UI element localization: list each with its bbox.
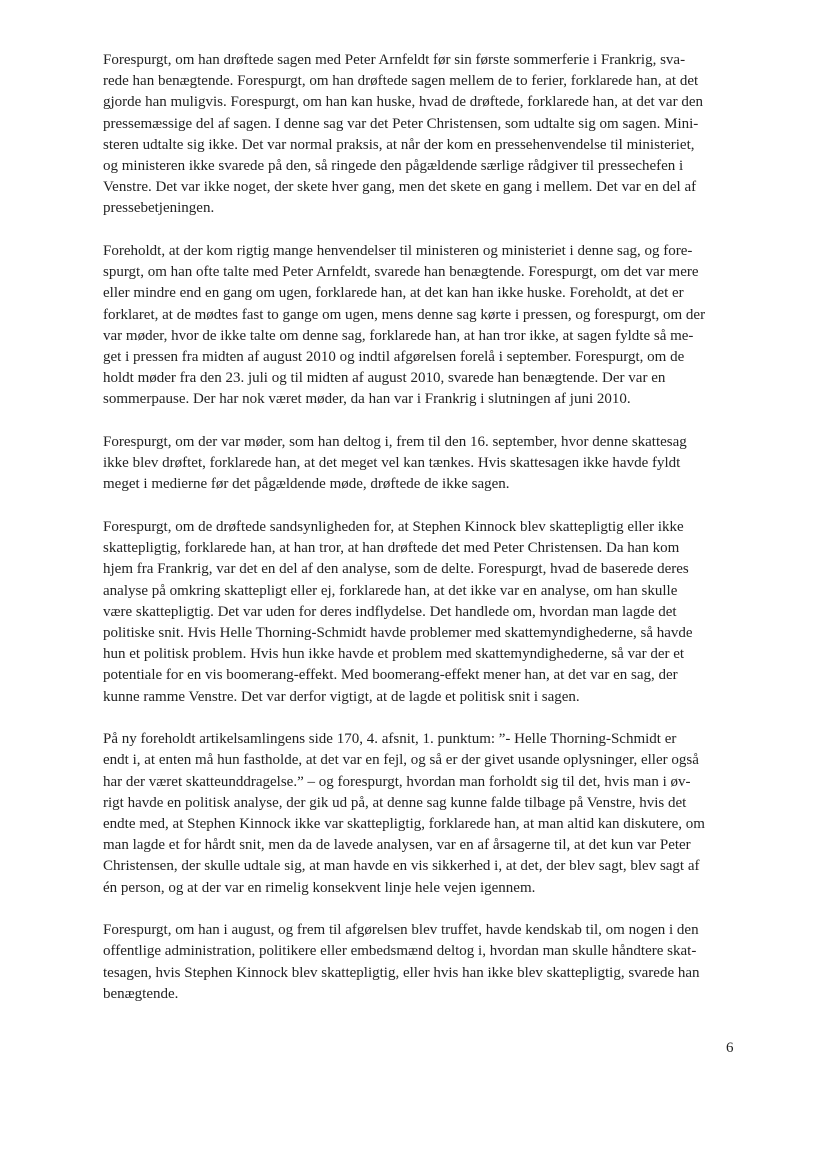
paragraph (103, 50, 738, 220)
paragraph (103, 517, 738, 708)
text-line: meget i medierne før det pågældende møde, drøftede de ikke sagen. (103, 476, 510, 493)
text-line: kunne ramme Venstre. Det var derfor vigtigt, at de lagde et politisk snit i sagen. (103, 688, 580, 705)
text-line: holdt møder fra den 23. juli og til midten af august 2010, svarede han benægtende. Der var en (103, 370, 666, 387)
text-line: potentiale for en vis boomerang-effekt. Med boomerang-effekt mener han, at det var en sag, der (103, 667, 678, 684)
document-body (103, 50, 738, 1026)
text-line: gjorde han muligvis. Forespurgt, om han kan huske, hvad de drøftede, forklarede han, at det var den (103, 94, 703, 111)
text-line: være skattepligtig. Det var uden for deres indflydelse. Det handlede om, hvordan man lagde det (103, 603, 677, 620)
text-line: endte med, at Stephen Kinnock ikke var skattepligtig, forklarede han, at man altid kan diskutere, om (103, 816, 705, 833)
text-line: Forespurgt, om de drøftede sandsynligheden for, at Stephen Kinnock blev skattepligtig eller ikke (103, 519, 684, 536)
text-line: har der været skatteunddragelse.” – og forespurgt, hvordan man forholdt sig til det, hvis man i øv- (103, 773, 691, 790)
text-line: skattepligtig, forklarede han, at han tror, at han drøftede det med Peter Christensen. Da han kom (103, 540, 680, 557)
text-line: endt i, at enten må hun fastholde, at det var en fejl, og så er der givet usande oplysninger, eller også (103, 752, 699, 769)
text-line: eller mindre end en gang om ugen, forklarede han, at det kan han ikke huske. Foreholdt, at det er (103, 285, 684, 302)
text-line: tesagen, hvis Stephen Kinnock blev skattepligtig, eller hvis han ikke blev skattepligtig, svarede han (103, 964, 700, 981)
text-line: Forespurgt, om der var møder, som han deltog i, frem til den 16. september, hvor denne skattesag (103, 434, 687, 451)
text-line: offentlige administration, politikere eller embedsmænd deltog i, hvordan man skulle håndtere skat- (103, 943, 697, 960)
text-line: og ministeren ikke svarede på den, så ringede den pågældende særlige rådgiver til pressechefen i (103, 158, 684, 175)
text-line: politiske snit. Hvis Helle Thorning-Schmidt havde problemer med skattemyndighederne, så havde (103, 625, 693, 642)
text-line: Forespurgt, om han i august, og frem til afgørelsen blev truffet, havde kendskab til, om nogen i den (103, 922, 699, 939)
text-line: På ny foreholdt artikelsamlingens side 170, 4. afsnit, 1. punktum: ”- Helle Thorning-Schmidt er (103, 731, 677, 748)
text-line: rede han benægtende. Forespurgt, om han drøftede sagen mellem de to ferier, forklarede han, at det (103, 73, 699, 90)
text-line: sommerpause. Der har nok været møder, da han var i Frankrig i slutningen af juni 2010. (103, 391, 631, 408)
text-line: Christensen, der skulle udtale sig, at man havde en vis sikkerhed i, at det, der blev sagt, blev sagt af (103, 858, 700, 875)
text-line: Forespurgt, om han drøftede sagen med Peter Arnfeldt før sin første sommerferie i Frankrig, sva- (103, 52, 686, 68)
paragraph (103, 432, 738, 496)
text-line: get i pressen fra midten af august 2010 og indtil afgørelsen forelå i september. Forespurgt, om de (103, 349, 685, 366)
paragraph (103, 241, 738, 411)
text-line: rigt havde en politisk analyse, der gik ud på, at denne sag kunne falde tilbage på Venstre, hvis det (103, 794, 687, 811)
text-line: benægtende. (103, 985, 179, 1002)
text-line: steren udtalte sig ikke. Det var normal praksis, at når der kom en pressehenvendelse til ministeriet, (103, 136, 695, 153)
text-line: Foreholdt, at der kom rigtig mange henvendelser til ministeren og ministeriet i denne sag, og fore- (103, 243, 693, 260)
text-line: hun et politisk problem. Hvis hun ikke havde et problem med skattemyndighederne, så var der et (103, 646, 685, 663)
text-line: spurgt, om han ofte talte med Peter Arnfeldt, svarede han benægtende. Forespurgt, om det var mere (103, 264, 699, 281)
text-line: Venstre. Det var ikke noget, der skete hver gang, men det skete en gang i mellem. Det var en del af (103, 179, 697, 196)
text-line: ikke blev drøftet, forklarede han, at det meget vel kan tænkes. Hvis skattesagen ikke havde fyldt (103, 455, 681, 472)
text-line: analyse på omkring skattepligt eller ej, forklarede han, at det ikke var en analyse, om han skulle (103, 582, 678, 599)
page-number: 6 (726, 1040, 734, 1056)
text-line: man lagde et for hårdt snit, men da de lavede analysen, var en af årsagerne til, at det kun var Peter (103, 837, 691, 854)
text-line: forklaret, at de mødtes fast to gange om ugen, mens denne sag kørte i pressen, og forespurgt, om der (103, 306, 706, 323)
text-line: var møder, hvor de ikke talte om denne sag, forklarede han, at han tror ikke, at sagen fyldte så me- (103, 327, 694, 344)
text-line: pressemæssige del af sagen. I denne sag var det Peter Christensen, som udtalte sig om sagen. Mini- (103, 115, 699, 132)
paragraph (103, 729, 738, 899)
paragraph (103, 920, 738, 1005)
text-line: hjem fra Frankrig, var det en del af den analyse, som de delte. Forespurgt, hvad de baserede deres (103, 561, 689, 578)
text-line: én person, og at der var en rimelig konsekvent linje hele vejen igennem. (103, 879, 536, 896)
text-line: pressebetjeningen. (103, 200, 215, 217)
